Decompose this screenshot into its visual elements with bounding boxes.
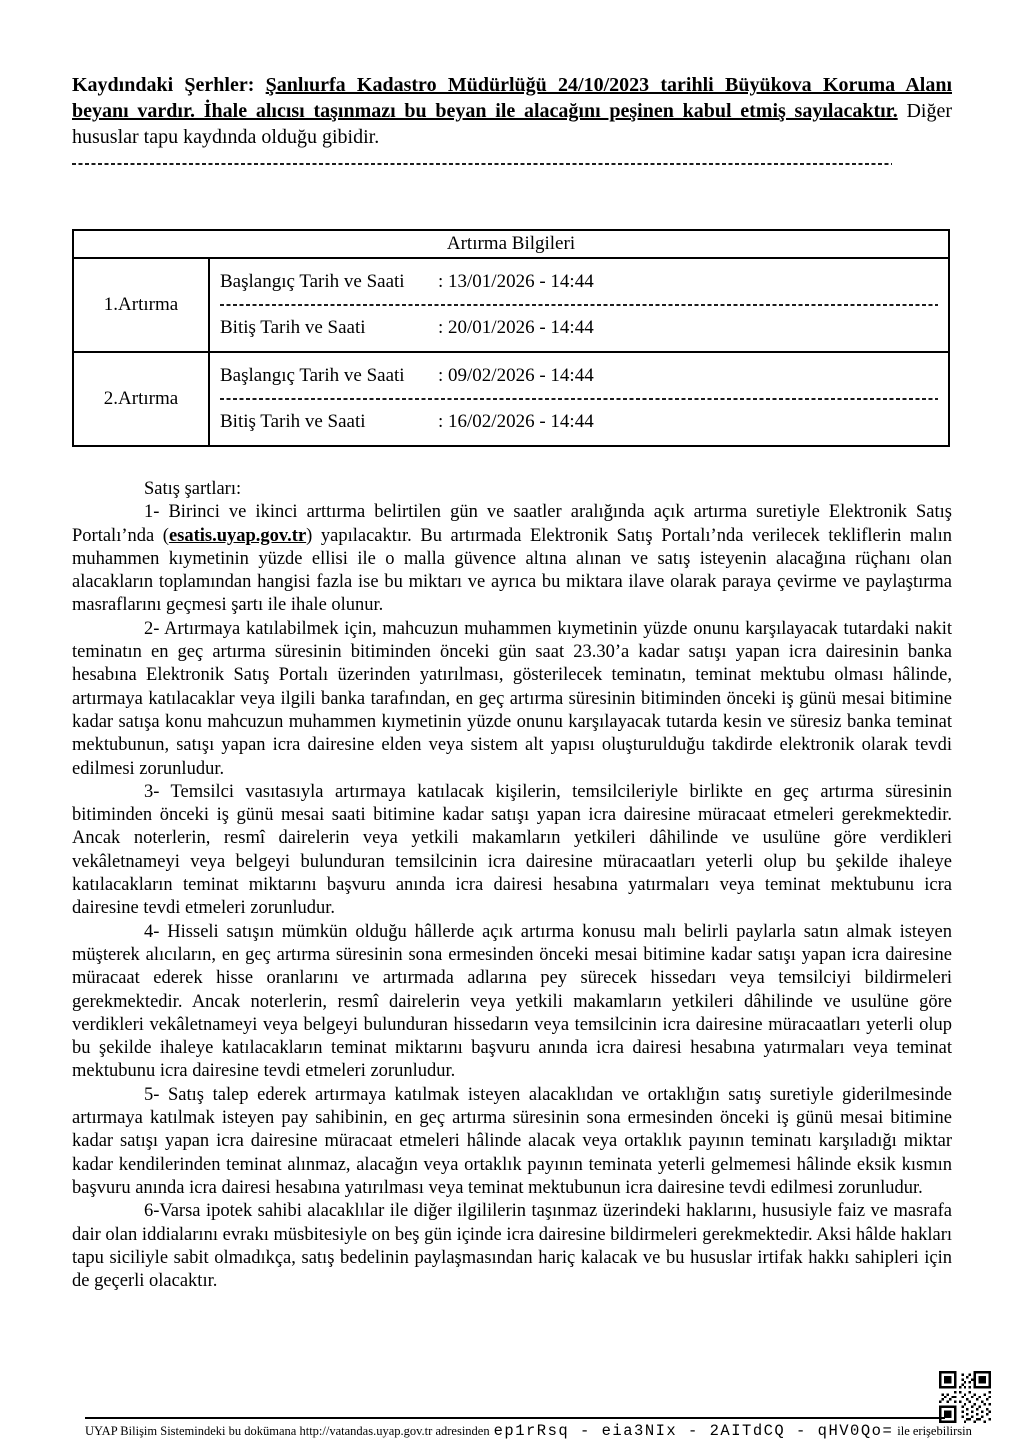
- term-paragraph-4: 4- Hisseli satışın mümkün olduğu hâllerde açık artırma konusu malı belirli paylarla satın almak isteyen müşterek alıcıların, en geç artırma süresinin sona ermesinden önceki mesai bitimine kadar satışı yapan icra dairesine müracaat ederek hisse oranlarını ve artırmada adlarına pey sürecek hissedarı veya temsilciyi bildirmeleri gerekmektedir. Ancak noterlerin, resmî dairelerin veya yetkili makamların yetkileri dâhilinde ve usulüne göre verdikleri vekâletnameyi veya belgeyi bulunduran hissedarın veya temsilcinin icra dairesine müracaatları yeterli olup bu şekilde ihaleye katılacakların teminat miktarını başvuru anında icra dairesi hesabına yatırmaları veya teminat mektubunu icra dairesine tevdi etmeleri zorunludur.: [72, 921, 952, 1082]
- auction-2-start: [220, 365, 938, 387]
- qr-code-icon: [939, 1371, 991, 1423]
- footer-access-text: UYAP Bilişim Sistemindeki bu dokümana http://vatandas.uyap.gov.tr adresinden: [85, 1424, 490, 1438]
- start-date-value: : 13/01/2026 - 14:44: [438, 271, 594, 292]
- table-row: [73, 258, 949, 352]
- auction-1-label: 1.Artırma: [73, 258, 209, 352]
- end-date-value: : 16/02/2026 - 14:44: [438, 411, 594, 432]
- auction-table-title: Artırma Bilgileri: [73, 230, 949, 258]
- dashed-separator: [220, 398, 938, 400]
- term-paragraph-2: 2- Artırmaya katılabilmek için, mahcuzun muhammen kıymetinin yüzde onunu karşılayacak tutardaki nakit teminatın en geç artırma süresinin bitiminden önceki gün saat 23.30’a kadar satışı yapan icra dairesinin banka hesabına Elektronik Satış Portalı üzerinden yatırılması, gösterilecek teminatın, teminat mektubu olması hâlinde, artırmaya katılacaklar veya ilgili banka tarafından, en geç artırma süresinin bitiminden önceki iş günü mesai bitimine kadar satışa konu mahcuzun muhammen kıymetinin yüzde onunu karşılayacak tutarda kesin ve süresiz banka teminat mektubunun, satışı yapan icra dairesine elden veya sistem alt yapısı oluşturulduğu takdirde elektronik olarak tevdi edilmesi zorunludur.: [72, 618, 952, 779]
- dashed-separator: [220, 304, 938, 306]
- dashed-separator: [72, 163, 892, 165]
- annotations-highlighted-text: Şanlıurfa Kadastro Müdürlüğü 24/10/2023 tarihli Büyükova Koruma Alanı beyanı vardır. İhale alıcısı taşınmazı bu beyan ile alacağını peşinen kabul etmiş sayılacaktır.: [72, 74, 952, 122]
- term-paragraph-6: 6-Varsa ipotek sahibi alacaklılar ile diğer ilgililerin taşınmaz üzerindeki haklarını, hususiyle faiz ve masrafa dair olan iddialarını evrakı müsbitesiyle on beş gün içinde icra dairesine bildirmeleri gerekmektedir. Aksi hâlde hakları tapu siciliyle sabit olmadıkça, satış bedelinin paylaşmasından hariç kalacak ve bu hususlar irtifak hakkı sahipleri için de geçerli olacaktır.: [72, 1201, 952, 1292]
- end-date-label: Bitiş Tarih ve Saati: [220, 411, 366, 432]
- auction-1-start: [220, 271, 938, 293]
- term-paragraph-3: 3- Temsilci vasıtasıyla artırmaya katılacak kişilerin, temsilcileriyle birlikte en geç artırma süresinin bitiminden önceki iş günü mesai saati bitimine kadar satışı yapan icra dairesine müracaat etmeleri gerekmektedir. Ancak noterlerin, resmî dairelerin veya yetkili makamların yetkileri dâhilinde ve usulüne göre verdikleri vekâletnameyi veya belgeyi bulunduran temsilcinin icra dairesine müracaatları yeterli olup bu şekilde ihaleye katılacakların teminat miktarını başvuru anında icra dairesi hesabına yatırmaları veya teminat mektubunu icra dairesine tevdi etmeleri zorunludur.: [72, 781, 952, 919]
- auction-2-label: 2.Artırma: [73, 352, 209, 446]
- term-paragraph-5: 5- Satış talep ederek artırmaya katılmak isteyen alacaklıdan ve ortaklığın satış suretiyle giderilmesinde artırmaya katılmak isteyen pay sahibinin, en geç artırma süresinin sona ermesinden önceki iş günü mesai bitimine kadar satışı yapan icra dairesine müracaat etmeleri hâlinde alacak veya ortaklık payının teminatı karşıladığı miktar kadar kendilerinden teminat alınmaz, alacağın veya ortaklık payının teminata yeterli gelmemesi hâlinde eksik kısmın başvuru anında icra dairesi hesabına yatırılması veya teminat mektubunun icra dairesine tevdi edilmesi zorunludur.: [72, 1084, 952, 1198]
- esatis-portal-url: esatis.uyap.gov.tr: [168, 525, 307, 546]
- footer: [85, 1417, 972, 1440]
- auction-2-dates: [209, 352, 949, 446]
- term-paragraph-1: [72, 501, 952, 617]
- sale-terms-section: [72, 478, 952, 1293]
- auction-1-end: [220, 317, 938, 339]
- sale-terms-heading: Satış şartları:: [144, 479, 242, 499]
- term-1-text-post: ) yapılacaktır. Bu artırmada Elektronik Satış Portalı’nda verilecek tekliflerin malın muhammen kıymetinin yüzde ellisi ile o malla güvence altına alınan ve satış isteyenin alacağına rüçhanı olan alacakların toplamından hangisi fazla ise bu miktarı ve ayrıca bu miktara ilave olarak paraya çevirme ve paylaştırma masraflarını geçmesi şartı ile ihale olunur.: [72, 525, 952, 616]
- end-date-value: : 20/01/2026 - 14:44: [438, 317, 594, 338]
- term-1-text-pre: 1- Birinci ve ikinci arttırma belirtilen gün ve saatler aralığında açık artırma suretiyle Elektronik Satış Portalı’nda (: [72, 502, 952, 546]
- footer-access-code: ep1rRsq - eia3NIx - 2AITdCQ - qHV0Qo=: [493, 1422, 894, 1440]
- end-date-label: Bitiş Tarih ve Saati: [220, 317, 366, 338]
- annotations-label: Kaydındaki Şerhler:: [72, 74, 266, 96]
- footer-access-suffix: ile erişebilirsin: [897, 1424, 972, 1438]
- auction-2-end: [220, 411, 938, 433]
- start-date-label: Başlangıç Tarih ve Saati: [220, 365, 405, 386]
- footer-access-line: [85, 1422, 972, 1440]
- table-row: [73, 352, 949, 446]
- record-annotations: [72, 72, 952, 150]
- start-date-label: Başlangıç Tarih ve Saati: [220, 271, 405, 292]
- auction-1-dates: [209, 258, 949, 352]
- auction-info-table: [72, 229, 950, 447]
- annotations-rest-text: Diğer hususlar tapu kaydında olduğu gibidir.: [72, 100, 952, 148]
- start-date-value: : 09/02/2026 - 14:44: [438, 365, 594, 386]
- table-header-row: [73, 230, 949, 258]
